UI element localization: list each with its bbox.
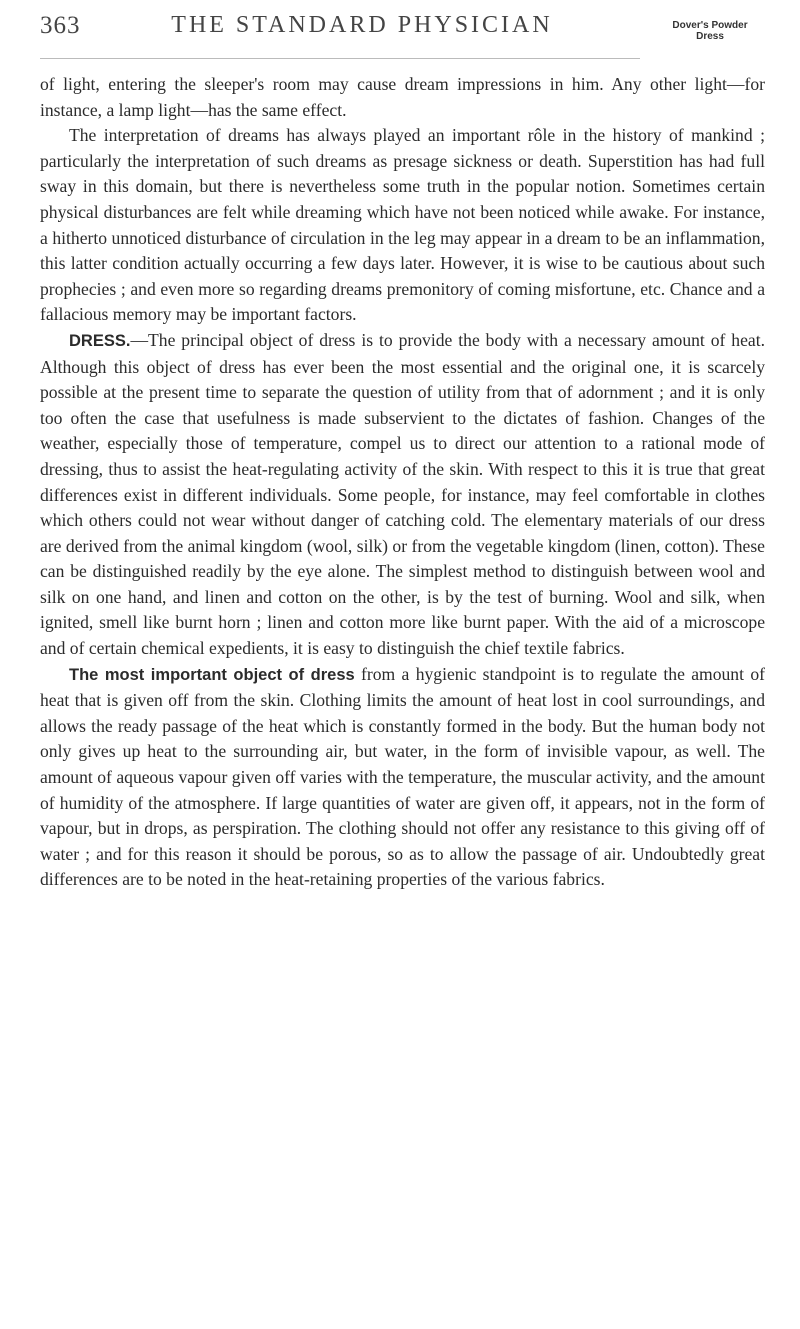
margin-note-line-1: Dover's Powder bbox=[672, 20, 748, 31]
margin-note-line-2: Dress bbox=[696, 31, 724, 42]
paragraph-dress bbox=[40, 328, 765, 662]
body-text bbox=[40, 72, 765, 893]
paragraph-dreams: The interpretation of dreams has always played an important rôle in the history of mankind ; particularly the interpretation of such dreams as presage sickness or death. Superstition has had full sway in this domain, but there is nevertheless some truth in the popular notion. Sometimes certain physical disturbances are felt while dreaming which have not been noticed while awake. For instance, a hitherto unnoticed disturbance of circulation in the leg may appear in a dream to be an inflammation, this latter condition actually occurring a few days later. However, it is wise to be cautious about such prophecies ; and even more so regarding dreams premonitory of coming misfortune, etc. Chance and a fallacious memory may be important factors. bbox=[40, 125, 765, 325]
page-number: 363 bbox=[40, 12, 81, 39]
lead-in-object-of-dress: The most important object of dress bbox=[69, 665, 355, 684]
paragraph-continued: of light, entering the sleeper's room may cause dream impressions in him. Any other light—for instance, a lamp light—has the same effect. bbox=[40, 74, 765, 120]
paragraph-dress-text: —The principal object of dress is to provide the body with a necessary amount of heat. Although this object of dress has ever been the most essential and the original one, it is scarcely possible at the present time to separate the question of utility from that of adornment ; and it is only too often the case that usefulness is made subservient to the dictates of fashion. Changes of the weather, especially those of temperature, compel us to direct our attention to a rational mode of dressing, thus to assist the heat-regulating activity of the skin. With respect to this it is true that great differences exist in different individuals. Some people, for instance, may feel comfortable in clothes which others could not wear without danger of catching cold. The elementary materials of our dress are derived from the animal kingdom (wool, silk) or from the vegetable kingdom (linen, cotton). These can be distinguished readily by the eye alone. The simplest method to distinguish between wool and silk on one hand, and linen and cotton on the other, is by the test of burning. Wool and silk, when ignited, smell like burnt horn ; linen and cotton more like burnt paper. With the aid of a microscope and of certain chemical expedients, it is easy to distinguish the chief textile fabrics. bbox=[40, 329, 765, 659]
paragraph-object-of-dress bbox=[40, 662, 765, 893]
margin-note bbox=[655, 20, 765, 42]
section-heading-dress: DRESS. bbox=[69, 331, 131, 350]
header-rule bbox=[40, 58, 640, 59]
running-title: THE STANDARD PHYSICIAN bbox=[171, 12, 553, 38]
page-header bbox=[40, 12, 765, 48]
paragraph-object-of-dress-text: from a hygienic standpoint is to regulate the amount of heat that is given off from the skin. Clothing limits the amount of heat lost in cool surroundings, and allows the ready passage of the heat which is constantly formed in the body. But the human body not only gives up heat to the surrounding air, but water, in the form of invisible vapour, as well. The amount of aqueous vapour given off varies with the temperature, the muscular activity, and the amount of humidity of the atmosphere. If large quantities of water are given off, it appears, not in the form of vapour, but in drops, as perspiration. The clothing should not offer any resistance to this giving off of water ; and for this reason it should be porous, so as to allow the passage of air. Undoubtedly great differences are to be noted in the heat-retaining properties of the various fabrics. bbox=[40, 663, 765, 890]
